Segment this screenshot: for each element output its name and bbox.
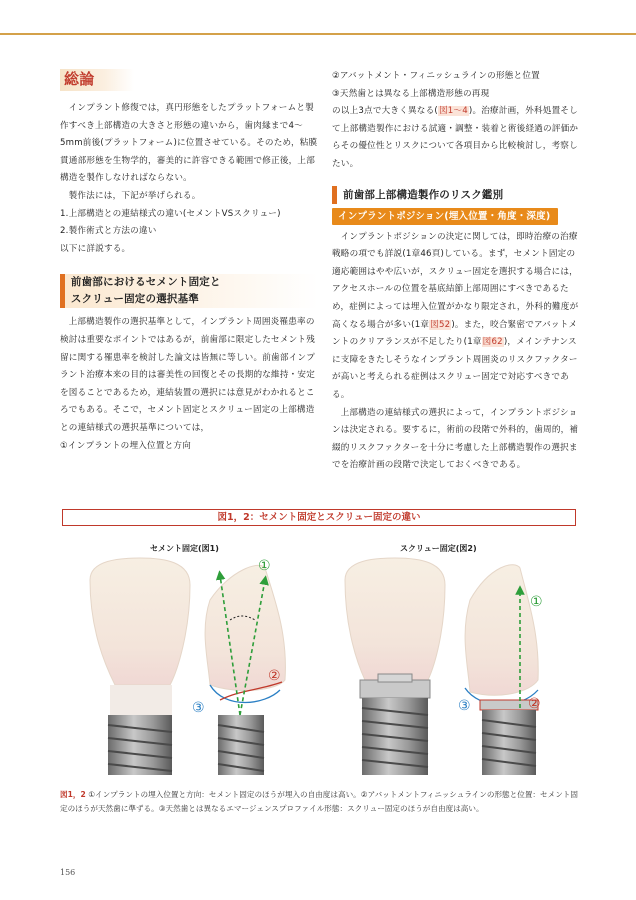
figure-reference-52[interactable]: 図52 <box>430 319 451 330</box>
page-number: 156 <box>60 868 76 877</box>
overview-heading-text: 総論 <box>60 69 134 91</box>
section-heading-line-1: 前歯部におけるセメント固定と <box>70 276 221 289</box>
top-rule <box>0 33 636 35</box>
overview-heading <box>60 68 318 92</box>
implant-position-paragraph: インプラントポジションの決定に関しては，即時治療の治療戦略の項でも詳説(1章46頁)している。まず，セメント固定の適応範囲はやや広いが，スクリュー固定を選択する場合には，アクセスホールの位置を基底結節上部周囲にすべきであるため，症例によっては埋入位置がかなり限定され，外科的難度が高くなる場合が多い(1章図52)。また，咬合緊密でアバットメントのクリアランスが不足したり(1章図62)，メインテナンスに支障をきたしそうなインプラント周囲炎のリスクファクターが高いと考えられる症例はスクリュー固定で対応すべきである。 <box>332 231 579 400</box>
marker-2-screw: ② <box>528 696 541 712</box>
method-list-item-2: 2.製作術式と方法の違い <box>60 226 157 237</box>
cement-crown-side <box>192 558 285 775</box>
figure-title: 図1，2：セメント固定とスクリュー固定の違い <box>62 509 576 526</box>
risk-heading <box>332 186 582 204</box>
figure-reference-1-4[interactable]: 図1～4 <box>438 106 468 117</box>
marker-3-cement: ③ <box>192 700 205 716</box>
marker-1-screw: ① <box>530 594 543 610</box>
cement-implant-body <box>108 715 172 775</box>
cement-crown-front <box>90 558 190 775</box>
figure-label-screw: スクリュー固定(図2) <box>400 544 477 553</box>
marker-1-cement: ① <box>258 558 271 574</box>
criteria-item-3: ③天然歯とは異なる上部構造形態の再現 <box>332 88 490 99</box>
selection-paragraph: 上部構造製作の選択基準として，インプラント周囲炎罹患率の検討は重要なポイントではあるが，前歯部に限定したセメント残留に関する罹患率を検討した論文は皆無に等しい。前歯部インプラント治療本来の目的は審美性の回復とその長期的な維持・安定を図ることであるため，連結装置の選択には意見がわかれるところでもある。そこで，セメント固定とスクリュー固定の上部構造との連結様式の選択基準については， <box>60 317 316 433</box>
section-heading-selection <box>60 274 318 308</box>
left-column <box>60 68 318 455</box>
section-heading-line-2: スクリュー固定の選択基準 <box>70 293 199 306</box>
criteria-item-2: ②アバットメント・フィニッシュラインの形態と位置 <box>332 71 540 81</box>
method-list-note: 以下に詳説する。 <box>60 243 131 254</box>
figure-reference-62[interactable]: 図62 <box>482 337 503 348</box>
overview-paragraph: インプラント修復では，真円形態をしたプラットフォームと製作すべき上部構造の大きさと形態の違いから，歯肉縁まで4～5mm前後(プラットフォーム)に位置させている。そのため，粘膜貫通部形態を生物学的，審美的に許容できる範囲で修正後，上部構造を製作しなければならない。 <box>60 103 318 184</box>
caption-text: ①インプラントの埋入位置と方向：セメント固定のほうが埋入の自由度は高い。②アバットメントフィニッシュラインの形態と位置：セメント固定のほうが天然歯に準ずる。③天然歯とは異なるエマージェンスプロファイル形態：スクリュー固定のほうが自由度は高い。 <box>60 790 578 813</box>
marker-3-screw: ③ <box>458 698 471 714</box>
criteria-paragraph: の以上3点で大きく異なる(図1～4)。治療計画，外科処置そして上部構造製作における試適・調整・装着と術後経過の評価からその優位性とリスクについて各項目から比較検討し，考察したい。 <box>332 106 579 169</box>
marker-2-cement: ② <box>268 668 281 684</box>
criteria-item-1: ①インプラントの埋入位置と方向 <box>60 440 192 451</box>
figure-caption <box>60 788 580 816</box>
caption-tag: 図1，2 <box>60 790 86 799</box>
implant-illustration <box>60 540 580 780</box>
screw-crown-front <box>345 558 445 775</box>
figure-label-cement: セメント固定(図1) <box>150 544 219 553</box>
connection-paragraph: 上部構造の連結様式の選択によって，インプラントポジションは決定される。要するに，術前の段階で外科的，歯周的，補綴的リスクファクターを十分に考慮した上部構造製作の選択までを治療計画の段階で決定しておくべきである。 <box>332 407 579 471</box>
right-column <box>332 68 582 475</box>
risk-heading-text: 前歯部上部構造製作のリスク鑑別 <box>343 188 504 201</box>
screw-crown-side <box>458 565 543 775</box>
method-list-item-1: 1.上部構造との連結様式の違い(セメントVSスクリュー) <box>60 208 281 219</box>
implant-position-subheading: インプラントポジション(埋入位置・角度・深度) <box>332 208 558 225</box>
method-intro: 製作法には，下記が挙げられる。 <box>68 190 201 201</box>
